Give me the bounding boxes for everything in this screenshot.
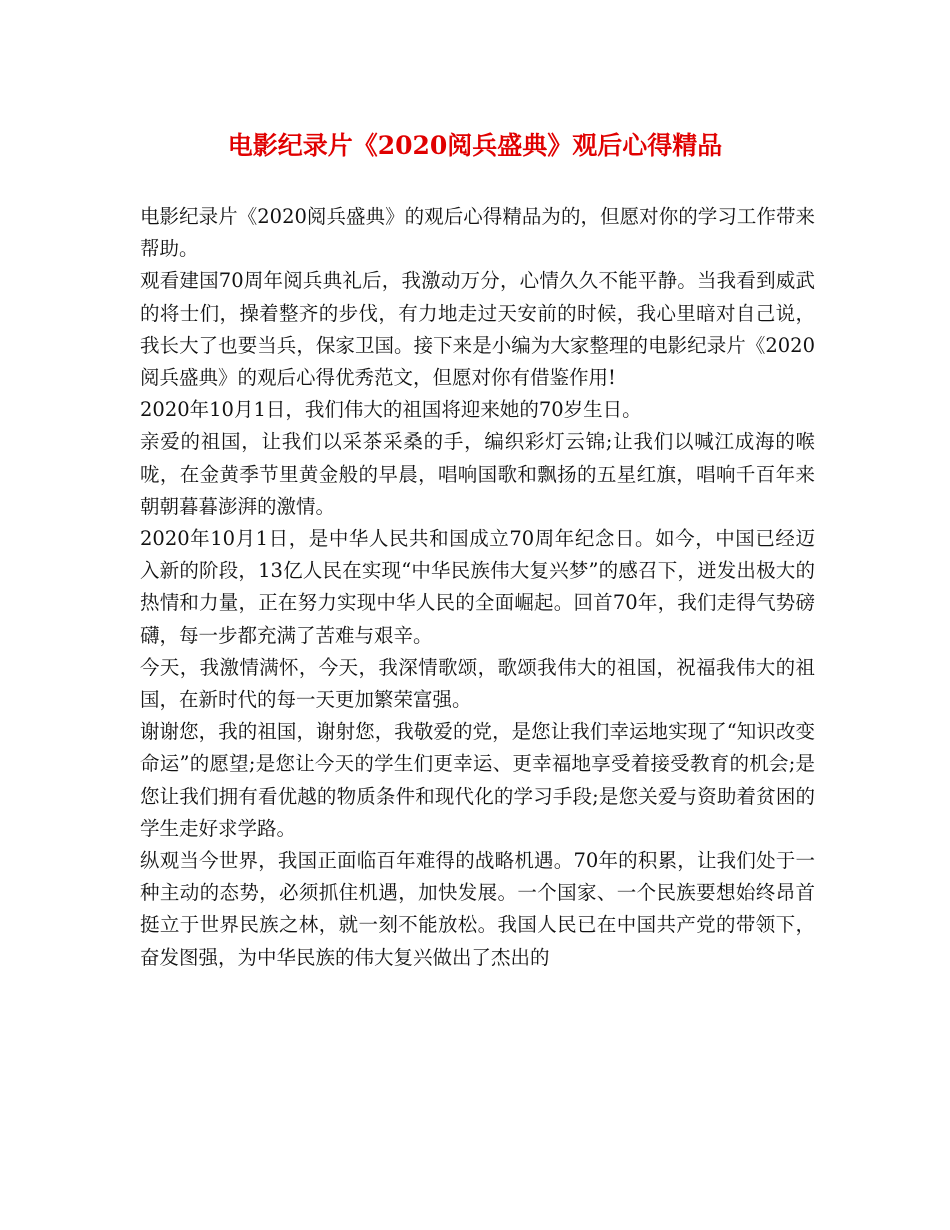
paragraph-today: 今天，我激情满怀，今天，我深情歌颂，歌颂我伟大的祖国，祝福我伟大的祖国，在新时代的每一天更加繁荣富强。 [140,655,815,712]
paragraph-birthday: 2020年10月1日，我们伟大的祖国将迎来她的70岁生日。 [140,398,642,422]
paragraph-anniversary: 2020年10月1日，是中华人民共和国成立70周年纪念日。如今，中国已经迈入新的阶段，13亿人民在实现“中华民族伟大复兴梦”的感召下，迸发出极大的热情和力量，正在努力实现中华人民的全面崛起。回首70年，我们走得气势磅礴，每一步都充满了苦难与艰辛。 [140,527,815,647]
paragraph-parade-feelings: 观看建国70周年阅兵典礼后，我激动万分，心情久久不能平静。当我看到威武的将士们，操着整齐的步伐，有力地走过天安前的时候，我心里暗对自己说，我长大了也要当兵，保家卫国。接下来是小编为大家整理的电影纪录片《2020阅兵盛典》的观后心得优秀范文，但愿对你有借鉴作用! [140,269,815,390]
paragraph-thanks: 谢谢您，我的祖国，谢射您，我敬爱的党，是您让我们幸运地实现了“知识改变命运”的愿望;是您让今天的学生们更幸运、更幸福地享受着接受教育的机会;是您让我们拥有看优越的物质条件和现代化的学习手段;是您关爱与资助着贫困的学生走好求学路。 [140,720,815,840]
paragraph-dear-motherland: 亲爱的祖国，让我们以采茶采桑的手，编织彩灯云锦;让我们以喊江成海的喉咙，在金黄季节里黄金般的早晨，唱响国歌和飘扬的五星红旗，唱响千百年来朝朝暮暮澎湃的激情。 [140,430,815,518]
document-title: 电影纪录片《2020阅兵盛典》观后心得精品 [227,131,723,160]
paragraph-intro: 电影纪录片《2020阅兵盛典》的观后心得精品为的，但愿对你的学习工作带来帮助。 [140,205,815,261]
document-body [140,201,815,974]
paragraph-world-view: 纵观当今世界，我国正面临百年难得的战略机遇。70年的积累，让我们处于一种主动的态势，必须抓住机遇，加快发展。一个国家、一个民族要想始终昂首挺立于世界民族之林，就一刻不能放松。我国人民已在中国共产党的带领下，奋发图强，为中华民族的伟大复兴做出了杰出的 [140,849,815,969]
